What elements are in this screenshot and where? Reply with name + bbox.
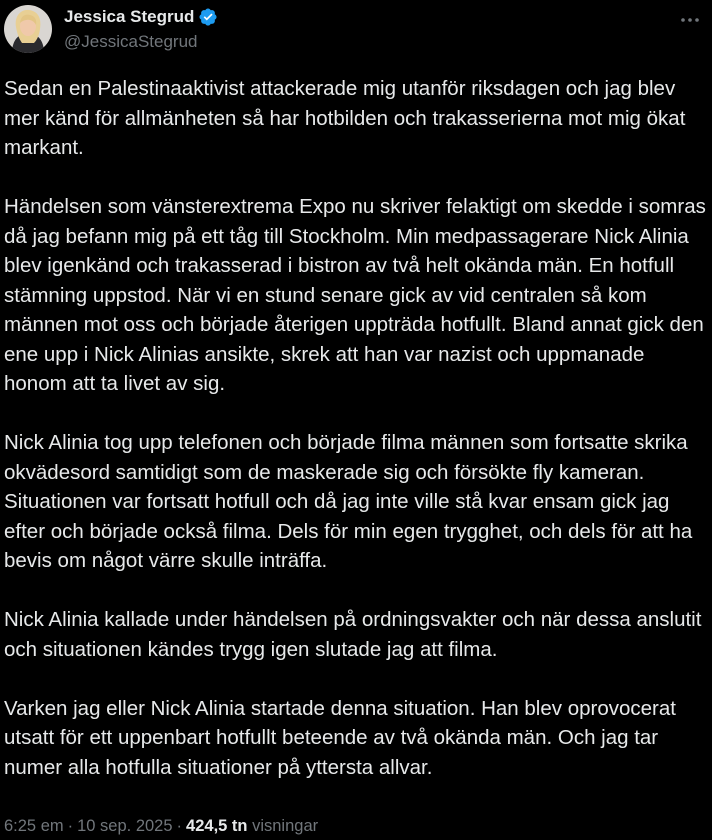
post-time[interactable]: 6:25 em [4, 817, 64, 835]
separator: · [67, 817, 74, 835]
tweet-paragraph: Händelsen som vänsterextrema Expo nu skriver felaktigt om skedde i somras då jag befann mig på ett tåg till Stockholm. Min medpassagerare Nick Alinia blev igenkänd och trakasserad i bistron av två helt okända män. En hotfull stämning uppstod. När vi en stund senare gick av vid centralen så kom männen mot oss och började återigen uppträda hotfullt. Bland annat gick den ene upp i Nick Alinias ansikte, skrek att han var nazist och uppmanade honom att ta livet av sig. [4, 195, 706, 395]
avatar[interactable] [4, 5, 52, 53]
tweet-paragraph: Varken jag eller Nick Alinia startade denna situation. Han blev oprovocerat utsatt för ett uppenbart hotfullt beteende av två okända män. Och jag tar numer alla hotfulla situationer på yttersta allvar. [4, 696, 676, 779]
tweet-header [0, 0, 712, 70]
more-options-icon[interactable] [678, 10, 702, 30]
avatar-photo [4, 5, 52, 53]
tweet-paragraph: Nick Alinia kallade under händelsen på ordningsvakter och när dessa anslutit och situationen kändes trygg igen slutade jag att filma. [4, 608, 702, 661]
views-label: visningar [252, 817, 319, 835]
post-date[interactable]: 10 sep. 2025 [77, 817, 173, 835]
tweet-paragraph: Nick Alinia tog upp telefonen och började filma männen som fortsatte skrika okvädesord samtidigt som de maskerade sig och försökte fly kameran. Situationen var fortsatt hotfull och då jag inte ville stå kvar ensam gick jag efter och började också filma. Dels för min egen trygghet, och dels för att ha bevis om något värre skulle inträffa. [4, 431, 693, 572]
verified-badge-icon[interactable] [198, 7, 218, 27]
views-count: 424,5 tn [186, 817, 248, 835]
display-name[interactable]: Jessica Stegrud [64, 7, 195, 26]
tweet-metadata [4, 815, 318, 837]
separator: · [176, 817, 183, 835]
tweet-paragraph: Sedan en Palestinaaktivist attackerade mig utanför riksdagen och jag blev mer känd för allmänheten så har hotbilden och trakasserierna mot mig ökat markant. [4, 77, 686, 159]
user-handle[interactable]: @JessicaStegrud [64, 32, 198, 51]
tweet-text [4, 74, 706, 782]
